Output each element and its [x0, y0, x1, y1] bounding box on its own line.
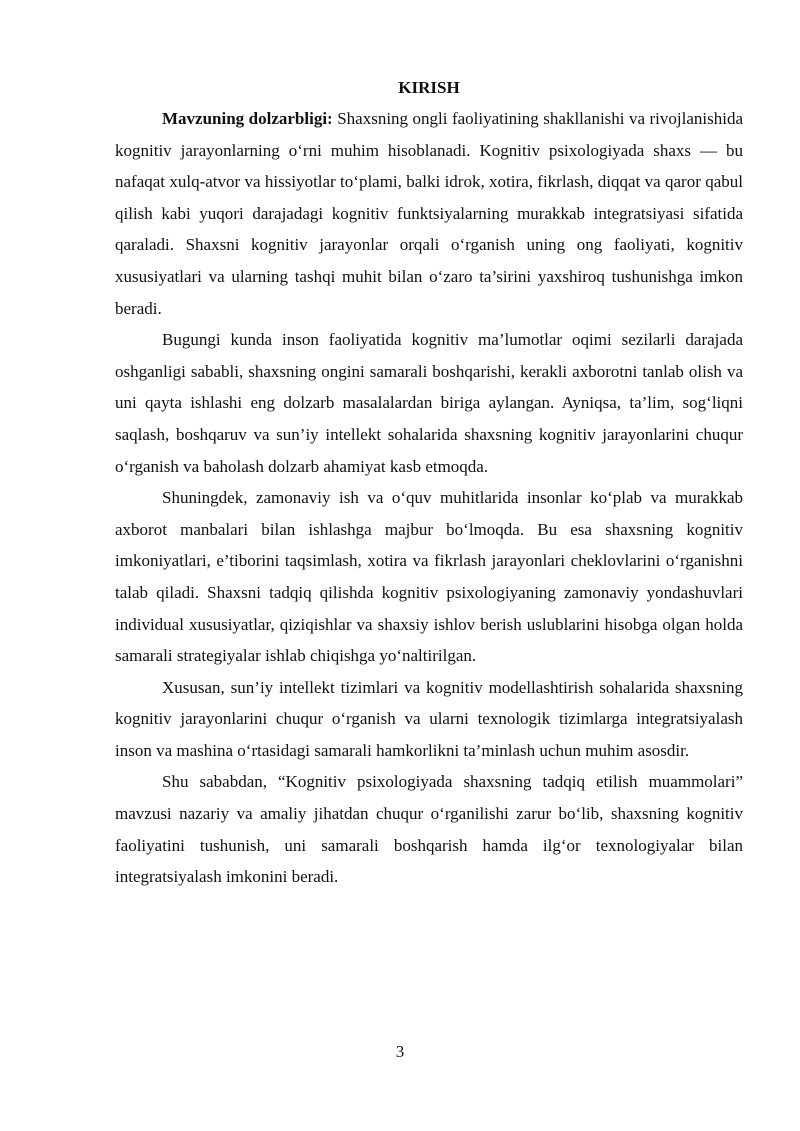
section-title: KIRISH	[398, 78, 460, 97]
page-number: 3	[395, 1042, 405, 1061]
document-page	[115, 72, 743, 893]
relevance-lead: Mavzuning dolzarbligi:	[162, 109, 333, 128]
relevance-text: Shaxsning ongli faoliyatining shakllanishi va rivojlanishida kognitiv jarayonlarning o‘rni muhim hisoblanadi. Kognitiv psixologiyada shaxs — bu nafaqat xulq-atvor va hissiyotlar to‘plami, balki idrok, xotira, fikrlash, diqqat va qaror qabul qilish kabi yuqori darajadagi kognitiv funktsiyalarning murakkab integratsiyasi sifatida qaraladi. Shaxsni kognitiv jarayonlar orqali o‘rganish uning ong faoliyati, kognitiv xususiyatlari va ularning tashqi muhit bilan o‘zaro ta’sirini yaxshiroq tushunishga imkon beradi.	[115, 109, 743, 318]
paragraph-3: Shuningdek, zamonaviy ish va o‘quv muhitlarida insonlar ko‘plab va murakkab axborot manbalari bilan ishlashga majbur bo‘lmoqda. Bu esa shaxsning kognitiv imkoniyatlari, e’tiborini taqsimlash, xotira va fikrlash jarayonlari cheklovlarini o‘rganishni talab qiladi. Shaxsni tadqiq qilishda kognitiv psixologiyaning zamonaviy yondashuvlari individual xususiyatlar, qiziqishlar va shaxsiy ishlov berish uslublarini hisobga olgan holda samarali strategiyalar ishlab chiqishga yo‘naltirilgan.	[115, 488, 743, 666]
paragraph-5: Shu sababdan, “Kognitiv psixologiyada shaxsning tadqiq etilish muammolari” mavzusi nazariy va amaliy jihatdan chuqur o‘rganilishi zarur bo‘lib, shaxsning kognitiv faoliyatini tushunish, uni samarali boshqarish hamda ilg‘or texnologiyalar bilan integratsiyalash imkonini beradi.	[115, 772, 743, 887]
paragraph-4: Xususan, sun’iy intellekt tizimlari va kognitiv modellashtirish sohalarida shaxsning kognitiv jarayonlarini chuqur o‘rganish va ularni texnologik tizimlarga integratsiyalash inson va mashina o‘rtasidagi samarali hamkorlikni ta’minlash uchun muhim asosdir.	[115, 677, 743, 760]
paragraph-relevance	[115, 103, 743, 324]
paragraph-2: Bugungi kunda inson faoliyatida kognitiv ma’lumotlar oqimi sezilarli darajada oshganligi sababli, shaxsning ongini samarali boshqarishi, kerakli axborotni tanlab olish va uni qayta ishlashi eng dolzarb masalalardan biriga aylangan. Ayniqsa, ta’lim, sog‘liqni saqlash, boshqaruv va sun’iy intellekt sohalarida shaxsning kognitiv jarayonlarini chuqur o‘rganish va baholash dolzarb ahamiyat kasb etmoqda.	[115, 330, 743, 476]
